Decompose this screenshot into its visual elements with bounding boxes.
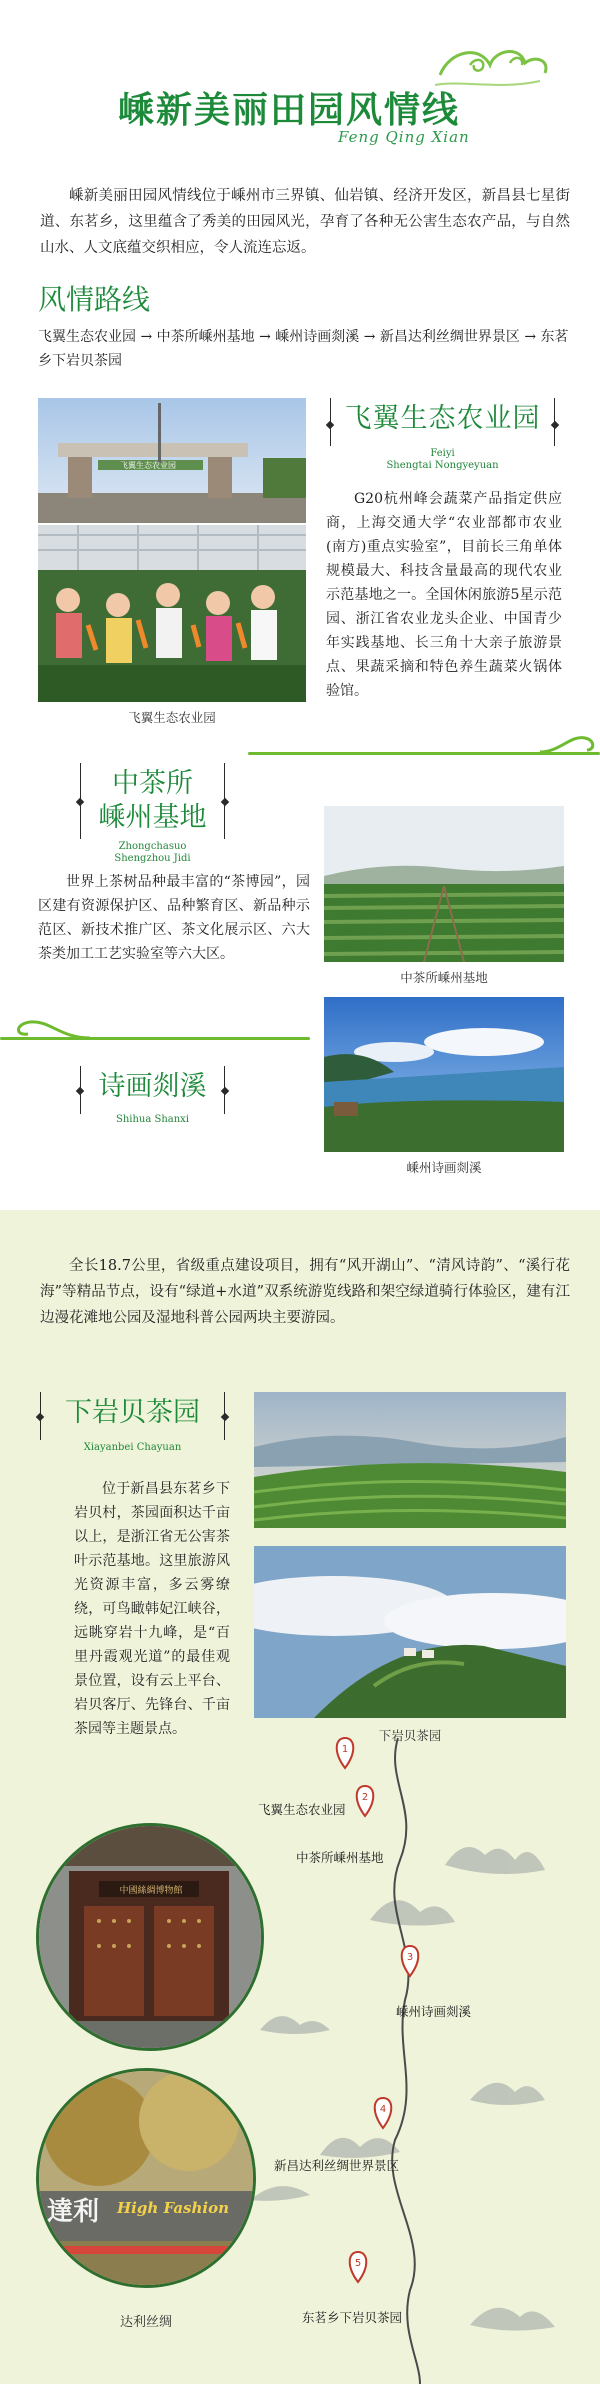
feiyi-pinyin-line2: Shengtai Nongyeyuan	[386, 460, 499, 471]
feiyi-caption: 飞翼生态农业园	[128, 710, 216, 725]
zhongcha-tea-photo	[324, 806, 564, 962]
route-text: 飞翼生态农业园 → 中茶所嵊州基地 → 嵊州诗画剡溪 → 新昌达利丝绸世界景区 → 东茗乡下岩贝茶园	[38, 329, 569, 369]
feiyi-description: G20杭州峰会蔬菜产品指定供应商，上海交通大学“农业部都市农业(南方)重点实验室”，目前长三角单体规模最大、科技含量最高的现代农业示范基地之一。全国休闲旅游5星示范园、浙江省农业龙头企业、中国青少年实践基地、长三角十大亲子旅游景点、果蔬采摘和特色养生蔬菜火锅体验馆。	[326, 491, 562, 699]
feiyi-pinyin	[330, 448, 555, 472]
map-pin-number: 1	[341, 1744, 349, 1755]
zhongcha-title-line2: 嵊州基地	[98, 802, 207, 833]
map-pin-2-icon	[357, 1786, 374, 1816]
dali-caption: 达利丝绸	[119, 2315, 172, 2330]
feiyi-gate-sign: 飞翼生态农业园	[120, 461, 176, 470]
map-label-4: 新昌达利丝绸世界景区	[274, 2158, 400, 2173]
dali-circle-photo	[36, 2068, 256, 2288]
map-label-5: 东茗乡下岩贝茶园	[302, 2310, 403, 2325]
xiayanbei-title: 下岩贝茶园	[65, 1397, 200, 1428]
feiyi-title-frame	[330, 398, 555, 446]
map-pin-number: 3	[406, 1952, 414, 1963]
dali-sign-en: High Fashion	[117, 2199, 229, 2217]
shihua-pinyin: Shihua Shanxi	[115, 1114, 190, 1125]
map-pin-1-icon	[337, 1738, 354, 1768]
zhongcha-pinyin	[80, 841, 225, 865]
zhongcha-pinyin-line2: Shengzhou Jidi	[114, 853, 191, 864]
feiyi-kids-photo	[38, 525, 306, 702]
shihua-river-photo	[324, 997, 564, 1152]
feiyi-title: 飞翼生态农业园	[344, 403, 541, 434]
shihua-title-frame	[80, 1066, 225, 1114]
map-pin-number: 5	[354, 2258, 362, 2269]
divider-swirl-icon	[540, 730, 600, 760]
map-pin-3-icon	[402, 1946, 419, 1976]
shihua-caption: 嵊州诗画剡溪	[406, 1160, 482, 1175]
intro-paragraph: 嵊新美丽田园风情线位于嵊州市三界镇、仙岩镇、经济开发区，新昌县七星街道、东茗乡，这里蕴含了秀美的田园风光，孕育了各种无公害生态农产品，与自然山水、人文底蕴交织相应，令人流连忘返。	[40, 188, 570, 256]
shihua-title: 诗画剡溪	[98, 1071, 207, 1102]
map-pin-5-icon	[350, 2252, 367, 2282]
dali-sign: 達利	[47, 2197, 100, 2227]
map-pin-4-icon	[375, 2098, 392, 2128]
map-pin-number: 4	[379, 2104, 387, 2115]
xiayanbei-pinyin: Xiayanbei Chayuan	[83, 1442, 182, 1453]
map-pin-number: 2	[361, 1792, 369, 1803]
feiyi-pinyin-line1: Feiyi	[430, 448, 455, 459]
page-title-pinyin: Feng Qing Xian	[338, 128, 470, 146]
xiayanbei-caption: 下岩贝茶园	[378, 1728, 442, 1743]
zhongcha-title-line1: 中茶所	[112, 768, 193, 799]
page-title: 嵊新美丽田园风情线	[118, 89, 461, 131]
map-label-3: 嵊州诗画剡溪	[396, 2004, 472, 2019]
xiayanbei-photo-1	[254, 1392, 566, 1528]
door-plaque: 中國絲綢博物館	[119, 1886, 183, 1896]
zhongcha-description: 世界上茶树品种最丰富的“茶博园”，园区建有资源保护区、品种繁育区、新品种示范区、新技术推广区、茶文化展示区、六大茶类加工工艺实验室等六大区。	[38, 874, 310, 962]
map-label-1: 飞翼生态农业园	[258, 1802, 346, 1817]
shihua-description: 全长18.7公里，省级重点建设项目，拥有“风开湖山”、“清风诗韵”、“溪行花海”等精品节点，设有“绿道+水道”双系统游览线路和架空绿道骑行体验区，建有江边漫花滩地公园及湿地科普公园两块主要游园。	[40, 1258, 570, 1326]
xiayanbei-photo-2	[254, 1546, 566, 1718]
xiayanbei-title-frame	[40, 1392, 225, 1440]
route-heading: 风情路线	[38, 283, 151, 316]
zhongcha-pinyin-line1: Zhongchasuo	[118, 841, 187, 852]
divider-swirl-icon-2	[0, 1014, 90, 1044]
zhongcha-caption: 中茶所嵊州基地	[400, 970, 488, 985]
zhongcha-title-frame	[80, 763, 225, 839]
feiyi-gate-photo	[38, 398, 306, 523]
xiayanbei-description: 位于新昌县东茗乡下岩贝村，茶园面积达千亩以上，是浙江省无公害茶叶示范基地。这里旅游风光资源丰富，多云雾缭绕，可鸟瞰韩妃江峡谷，远眺穿岩十九峰，是“百里丹霞观光道”的最佳观景位置，设有云上平台、岩贝客厅、先锋台、千亩茶园等主题景点。	[74, 1481, 230, 1737]
map-label-2: 中茶所嵊州基地	[296, 1850, 384, 1865]
door-circle-photo	[36, 1823, 264, 2051]
